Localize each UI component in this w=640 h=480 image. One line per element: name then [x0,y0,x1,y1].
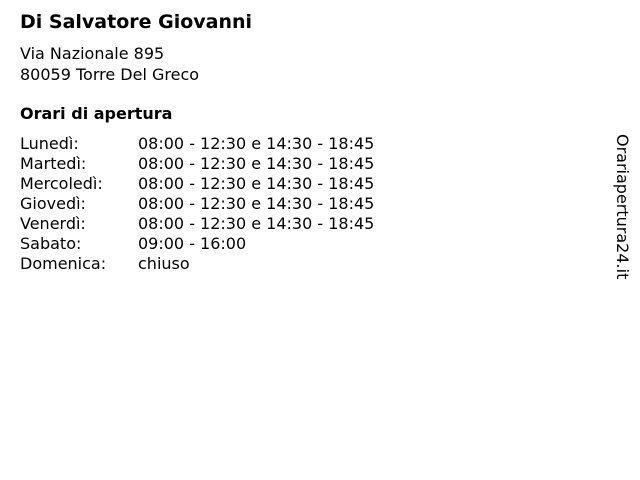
day-label: Venerdì: [20,214,86,233]
day-hours: 08:00 - 12:30 e 14:30 - 18:45 [138,214,375,233]
day-label: Lunedì: [20,134,79,153]
day-label: Sabato: [20,234,82,253]
site-watermark-text: Orariapertura24.it [613,134,632,280]
day-label: Martedì: [20,154,87,173]
business-address [20,43,199,85]
address-city: 80059 Torre Del Greco [20,65,200,84]
day-hours: 08:00 - 12:30 e 14:30 - 18:45 [138,134,375,153]
day-label: Giovedì: [20,194,86,213]
day-label: Mercoledì: [20,174,103,193]
day-hours: 08:00 - 12:30 e 14:30 - 18:45 [138,154,375,173]
day-label: Domenica: [20,254,107,273]
site-watermark [612,134,634,314]
opening-hours-heading: Orari di apertura [20,104,173,123]
day-hours: chiuso [138,254,190,273]
day-hours: 08:00 - 12:30 e 14:30 - 18:45 [138,174,375,193]
day-hours: 09:00 - 16:00 [138,234,247,253]
business-name: Di Salvatore Giovanni [20,11,253,33]
day-hours: 08:00 - 12:30 e 14:30 - 18:45 [138,194,375,213]
address-street: Via Nazionale 895 [20,44,165,63]
